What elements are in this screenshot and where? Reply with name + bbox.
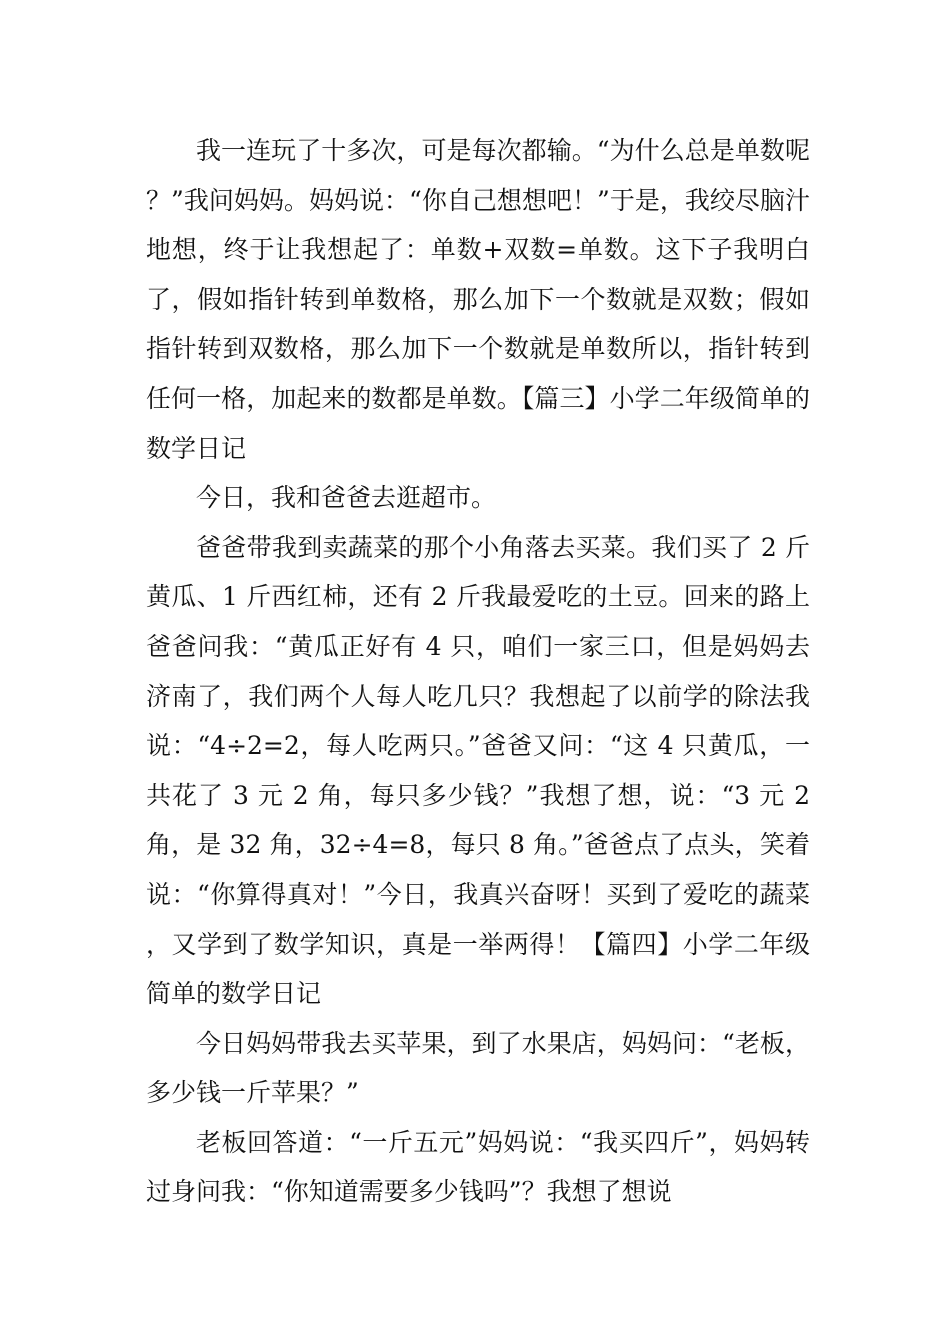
paragraph-odd-even-reasoning: 我一连玩了十多次，可是每次都输。“为什么总是单数呢？”我问妈妈。妈妈说：“你自己想想吧！”于是，我绞尽脑汁地想，终于让我想起了：单数+双数=单数。这下子我明白了，假如指针转到单数格，那么加下一个数就是双数；假如指针转到双数格，那么加下一个数就是单数所以，指针转到任何一格，加起来的数都是单数。【篇三】小学二年级简单的数学日记 — [146, 136, 810, 463]
document-page — [146, 126, 810, 1217]
paragraph-shopkeeper-answer: 老板回答道：“一斤五元”妈妈说：“我买四斤”，妈妈转过身问我：“你知道需要多少钱吗”？我想了想说 — [146, 1127, 810, 1207]
paragraph-buying-vegetables: 爸爸带我到卖蔬菜的那个小角落去买菜。我们买了 2 斤黄瓜、1 斤西红柿，还有 2 斤我最爱吃的土豆。回来的路上爸爸问我：“黄瓜正好有 4 只，咱们一家三口，但是妈妈去济南了，我们两个人每人吃几只？我想起了以前学的除法我说：“4÷2=2，每人吃两只。”爸爸又问：“这 4 只黄瓜，一共花了 3 元 2 角，每只多少钱？”我想了想，说：“3 元 2 角，是 32 角，32÷4=8，每只 8 角。”爸爸点了点头，笑着说：“你算得真对！”今日，我真兴奋呀！买到了爱吃的蔬菜，又学到了数学知识，真是一举两得！【篇四】小学二年级简单的数学日记 — [146, 532, 810, 1009]
paragraph-supermarket-intro: 今日，我和爸爸去逛超市。 — [196, 483, 497, 513]
paragraph-buying-apples: 今日妈妈带我去买苹果，到了水果店，妈妈问：“老板，多少钱一斤苹果？” — [146, 1028, 810, 1108]
